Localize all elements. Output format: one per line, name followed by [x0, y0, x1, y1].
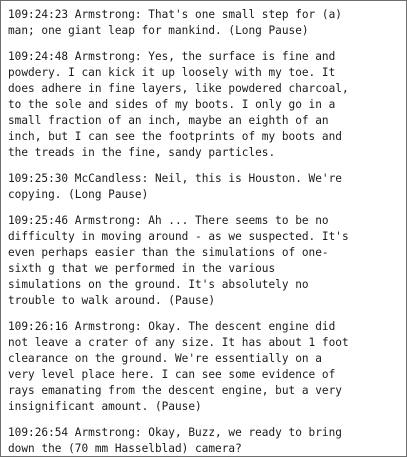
- entry-line: 109:25:46 Armstrong: Ah ... There seems to be no: [8, 214, 329, 227]
- entry-line: inch, but I can see the footprints of my boots and: [8, 130, 342, 143]
- entry-line: down the (70 mm Hasselblad) camera?: [8, 442, 242, 455]
- entry-line: 109:24:48 Armstrong: Yes, the surface is fine and: [8, 50, 336, 63]
- entry-line: insignificant amount. (Pause): [8, 400, 202, 413]
- entry-line: does adhere in fine layers, like powdered charcoal,: [8, 82, 349, 95]
- transcript-entry: [8, 49, 404, 161]
- entry-line: sixth g that we performed in the various: [8, 262, 276, 275]
- entry-line: 109:26:54 Armstrong: Okay, Buzz, we ready to bring: [8, 426, 342, 439]
- entry-line: rays emanating from the descent engine, but a very: [8, 384, 342, 397]
- transcript-entry: [8, 171, 404, 203]
- entry-line: very level place here. I can see some evidence of: [8, 368, 336, 381]
- entry-line: clearance on the ground. We're essentially on a: [8, 352, 322, 365]
- entry-line: trouble to walk around. (Pause): [8, 294, 216, 307]
- transcript-entry: [8, 425, 404, 457]
- entry-line: copying. (Long Pause): [8, 188, 149, 201]
- entry-line: 109:24:23 Armstrong: That's one small step for (a): [8, 8, 342, 21]
- transcript-body: [8, 7, 404, 457]
- entry-line: simulations on the ground. It's absolutely no: [8, 278, 309, 291]
- entry-line: to the sole and sides of my boots. I only go in a: [8, 98, 336, 111]
- entry-line: small fraction of an inch, maybe an eighth of an: [8, 114, 329, 127]
- entry-line: man; one giant leap for mankind. (Long Pause): [8, 24, 309, 37]
- entry-line: 109:25:30 McCandless: Neil, this is Houston. We're: [8, 172, 342, 185]
- entry-line: 109:26:16 Armstrong: Okay. The descent engine did: [8, 320, 336, 333]
- transcript-entry: [8, 213, 404, 309]
- transcript-entry: [8, 319, 404, 415]
- entry-line: even perhaps easier than the simulations of one-: [8, 246, 329, 259]
- entry-line: not leave a crater of any size. It has about 1 foot: [8, 336, 349, 349]
- entry-line: powdery. I can kick it up loosely with my toe. It: [8, 66, 336, 79]
- entry-line: difficulty in moving around - as we suspected. It's: [8, 230, 349, 243]
- entry-line: the treads in the fine, sandy particles.: [8, 146, 276, 159]
- transcript-entry: [8, 7, 404, 39]
